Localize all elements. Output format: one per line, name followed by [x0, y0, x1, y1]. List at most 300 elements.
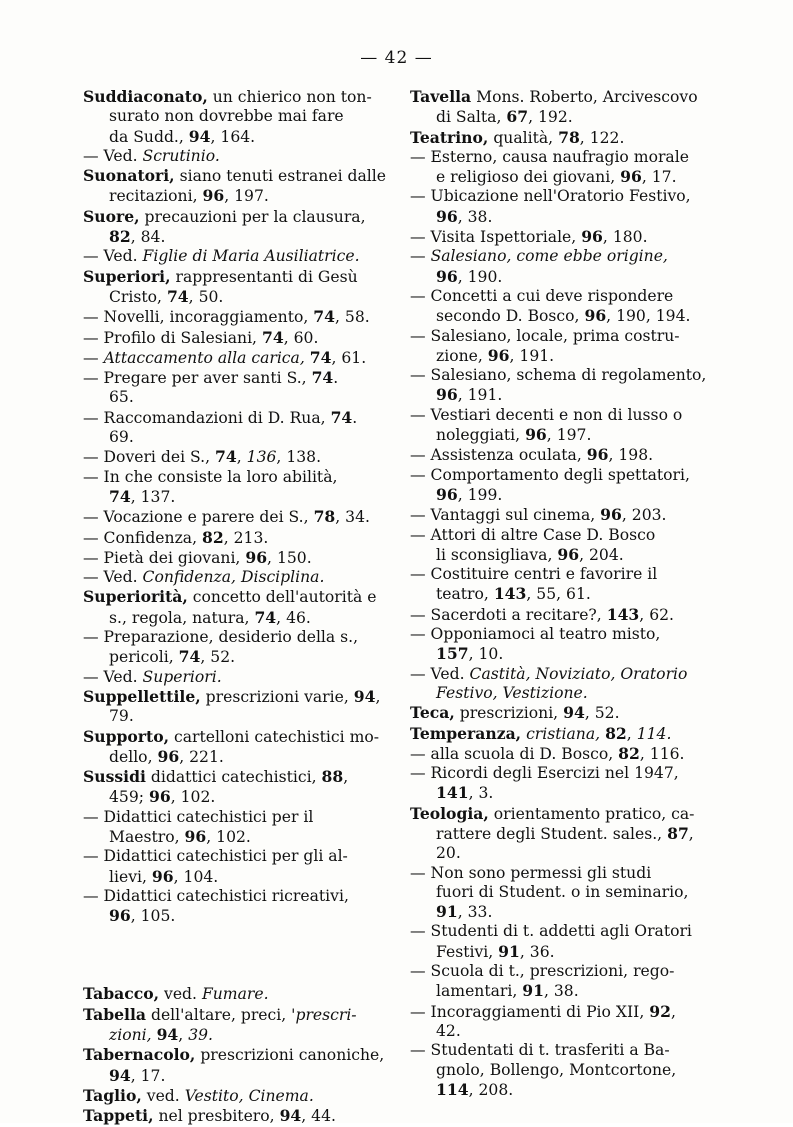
entry-line	[410, 466, 710, 485]
entry-continuation-line	[410, 306, 710, 326]
entry-line	[410, 764, 710, 783]
bold-text: Superiori,	[83, 266, 171, 286]
bold-text: 96	[525, 425, 547, 445]
entry-line	[83, 767, 377, 787]
entry-continuation-line	[410, 1022, 710, 1041]
entry-text: lamentari,	[436, 982, 523, 1001]
index-entry	[410, 526, 710, 566]
entry-continuation-line	[410, 902, 710, 922]
bold-text: Taglio,	[83, 1085, 142, 1105]
bold-text: 96	[436, 206, 458, 226]
entry-continuation-line	[410, 942, 710, 962]
index-entry	[83, 368, 377, 408]
entry-line	[410, 526, 710, 545]
entry-text: — Ved.	[83, 568, 143, 587]
bold-text: Suonatori,	[83, 166, 175, 186]
entry-text: , 164.	[210, 127, 256, 146]
index-entry	[410, 287, 710, 327]
index-entry	[410, 703, 710, 723]
entry-text: — Ved.	[83, 667, 143, 686]
index-entry	[410, 406, 710, 446]
index-entry	[83, 628, 377, 668]
entry-text: — Ved.	[83, 247, 143, 266]
entry-text: ,	[343, 768, 349, 787]
entry-line	[410, 327, 710, 346]
index-entry	[410, 565, 710, 605]
italic-text: Castità, Noviziato, Oratorio	[469, 664, 688, 683]
italic-text: prescri-	[295, 1005, 357, 1024]
entry-continuation-line	[410, 107, 710, 127]
entry-text: , 116.	[639, 744, 685, 763]
index-entry	[83, 207, 377, 248]
entry-text: — alla scuola di D. Bosco,	[410, 744, 619, 763]
bold-text: 96	[184, 826, 207, 846]
entry-text: — Costituire centri e favorire il	[410, 565, 658, 584]
entry-text: concetto dell'autorità e	[187, 588, 377, 607]
index-entry	[83, 1086, 377, 1106]
entry-text: , 190.	[457, 267, 503, 286]
bold-text: 91	[436, 902, 458, 922]
bold-text: 74	[166, 286, 189, 306]
entry-text: , 52.	[584, 704, 620, 723]
bold-text: Suppellettile,	[83, 686, 201, 706]
bold-text: Superiorità,	[83, 587, 188, 607]
bold-text: 96	[157, 746, 180, 766]
entry-text: 20.	[436, 844, 461, 863]
entry-line	[410, 665, 710, 684]
index-entry	[410, 1002, 710, 1042]
entry-text: , 52.	[200, 648, 236, 667]
entry-line	[410, 445, 710, 465]
entry-continuation-line	[83, 608, 377, 628]
bold-text: 96	[600, 505, 622, 525]
italic-text: 114.	[636, 724, 672, 743]
bold-text: 143	[606, 604, 640, 624]
bold-text: 74	[261, 327, 284, 347]
entry-text: rattere degli Student. sales.,	[436, 824, 668, 843]
entry-text: rappresentanti di Gesù	[170, 267, 358, 286]
entry-text: —	[83, 348, 104, 367]
entry-line	[410, 724, 710, 744]
entry-line	[83, 1106, 377, 1126]
entry-text: dello,	[109, 747, 158, 766]
entry-text: fuori di Student. o in seminario,	[436, 882, 689, 901]
entry-line	[410, 744, 710, 764]
entry-text: ,	[375, 687, 381, 706]
bold-text: 91	[522, 981, 544, 1001]
entry-text: — Esterno, causa naufragio morale	[410, 147, 689, 166]
entry-text: — Scuola di t., prescrizioni, rego-	[410, 962, 675, 981]
entry-text: — Preparazione, desiderio della s.,	[83, 628, 359, 647]
entry-text: recitazioni,	[109, 187, 203, 206]
entry-continuation-line	[83, 287, 377, 307]
index-entry	[83, 267, 377, 308]
entry-line	[83, 1086, 377, 1106]
bold-text: 74	[178, 647, 201, 667]
index-entry	[83, 984, 377, 1004]
index-entry	[83, 686, 381, 727]
entry-text: Festivi,	[436, 942, 499, 961]
entry-continuation-line	[410, 167, 710, 187]
entry-line	[410, 148, 710, 167]
entry-text: ,	[670, 1002, 676, 1021]
entry-continuation-line	[410, 346, 710, 366]
entry-text: li sconsigliava,	[436, 545, 558, 564]
index-entry	[83, 726, 380, 768]
index-entry	[83, 307, 377, 327]
entry-text: — In che consiste la loro abilità,	[83, 467, 338, 486]
entry-text: — Attori di altre Case D. Bosco	[410, 525, 656, 544]
bold-text: 88	[321, 767, 344, 787]
entry-text: — Salesiano, locale, prima costru-	[410, 326, 680, 345]
entry-text: , 197.	[546, 426, 592, 445]
entry-text: , 191.	[509, 346, 555, 365]
entry-continuation-line	[410, 267, 710, 287]
index-entry	[410, 804, 710, 864]
index-entry	[410, 665, 710, 704]
italic-text: Figlie di Maria Ausiliatrice.	[142, 247, 360, 266]
bold-text: 96	[109, 906, 131, 926]
entry-text: s., regola, natura,	[109, 608, 255, 627]
entry-text: — Ved.	[410, 664, 470, 683]
bold-text: 91	[498, 941, 520, 961]
entry-text: —	[410, 247, 431, 266]
bold-text: Suore,	[83, 206, 140, 226]
entry-text: — Opponiamoci al teatro misto,	[410, 625, 661, 644]
bold-text: 74	[309, 347, 332, 367]
entry-text: — Vestiari decenti e non di lusso o	[410, 405, 683, 424]
entry-text: Maestro,	[109, 827, 185, 846]
entry-continuation-line	[410, 385, 710, 405]
entry-line	[410, 962, 710, 981]
entry-text: da Sudd.,	[109, 127, 189, 146]
entry-text: , 17.	[641, 168, 677, 187]
bold-text: 82	[109, 227, 131, 247]
entry-text: secondo D. Bosco,	[436, 307, 585, 326]
bold-text: 157	[436, 644, 469, 664]
entry-text: , 180.	[602, 228, 648, 247]
bold-text: 74	[254, 607, 277, 627]
entry-continuation-line	[83, 867, 377, 887]
page-number: — 42 —	[360, 48, 433, 68]
bold-text: Tabacco,	[83, 984, 160, 1004]
bold-text: 94	[279, 1106, 302, 1126]
entry-text: ,	[236, 448, 247, 467]
entry-continuation-line	[83, 1025, 377, 1045]
entry-text: ,	[626, 724, 637, 743]
entry-text: , 44.	[301, 1107, 336, 1126]
index-entry	[410, 864, 710, 923]
entry-continuation-line	[410, 783, 710, 803]
entry-text: e religioso dei giovani,	[436, 168, 621, 187]
entry-text: di Salta,	[436, 108, 507, 127]
entry-text: 69.	[109, 428, 134, 447]
entry-line	[83, 887, 377, 906]
index-entry	[83, 808, 377, 848]
index-entry	[83, 408, 377, 448]
index-entry	[410, 366, 710, 406]
entry-continuation-line	[410, 644, 710, 664]
entry-text: surato non dovrebbe mai fare	[109, 107, 344, 126]
entry-text: , 102.	[170, 788, 216, 807]
entry-line	[83, 668, 377, 687]
entry-continuation-line	[83, 127, 377, 147]
entry-continuation-line	[83, 1066, 377, 1086]
entry-text: — Salesiano, schema di regolamento,	[410, 366, 707, 385]
entry-continuation-line	[83, 186, 377, 206]
entry-text: 459;	[109, 788, 149, 807]
entry-text: Mons. Roberto, Arcivescovo	[471, 88, 698, 106]
index-entry	[83, 348, 377, 368]
entry-line	[410, 565, 710, 584]
entry-text: , 60.	[283, 328, 319, 347]
entry-continuation-line	[83, 487, 377, 507]
bold-text: 96	[620, 167, 642, 187]
entry-text: prescrizioni,	[454, 704, 564, 723]
entry-continuation-line	[83, 827, 377, 847]
entry-line	[410, 287, 710, 306]
entry-text: , 190, 194.	[606, 307, 691, 326]
bold-text: 96	[436, 266, 458, 286]
bold-text: 74	[330, 407, 353, 427]
entry-line	[410, 804, 710, 824]
italic-text: Vestito, Cinema.	[184, 1086, 314, 1105]
entry-text: , 50.	[188, 287, 224, 306]
entry-line	[410, 505, 710, 525]
entry-line	[410, 1041, 710, 1060]
entry-text: , 105.	[130, 907, 176, 926]
entry-text: , 208.	[468, 1080, 514, 1099]
entry-line	[83, 1045, 385, 1065]
entry-text: pericoli,	[109, 648, 179, 667]
entry-continuation-line	[83, 906, 377, 926]
entry-text: — Raccomandazioni di D. Rua,	[83, 408, 331, 427]
index-column-right	[410, 87, 710, 1100]
entry-text: , 150.	[267, 548, 312, 567]
bold-text: 87	[667, 823, 689, 843]
italic-text: 39.	[188, 1026, 213, 1045]
entry-text: , 17.	[130, 1066, 166, 1085]
entry-text: — Vocazione e parere dei S.,	[83, 508, 314, 527]
entry-text: , 204.	[579, 545, 624, 564]
index-entry	[83, 767, 377, 808]
entry-line	[83, 984, 377, 1004]
entry-text: 79.	[109, 707, 134, 726]
bold-text: 78	[313, 507, 336, 527]
entry-line	[410, 922, 710, 941]
entry-text: zione,	[436, 346, 488, 365]
bold-text: Suddiaconato,	[83, 87, 208, 106]
entry-text: noleggiati,	[436, 426, 526, 445]
index-entry	[410, 128, 710, 148]
entry-text: , 46.	[276, 608, 311, 627]
entry-continuation-line	[83, 787, 377, 807]
entry-continuation-line	[83, 747, 377, 767]
entry-text: — Confidenza,	[83, 528, 202, 547]
entry-text: qualità,	[488, 128, 559, 147]
entry-text: , 104.	[173, 867, 219, 886]
bold-text: 82	[605, 723, 627, 743]
entry-text: .	[352, 408, 358, 427]
entry-line	[83, 548, 377, 568]
entry-continuation-line	[410, 584, 710, 604]
entry-text: dell'altare, preci, '	[146, 1005, 296, 1024]
bold-text: 96	[202, 186, 225, 206]
entry-text: 65.	[109, 388, 134, 407]
index-entry	[83, 87, 377, 147]
entry-line	[83, 468, 377, 487]
entry-text: , 122.	[579, 128, 625, 147]
bold-text: 114	[436, 1079, 469, 1099]
entry-line	[83, 587, 377, 607]
entry-text: precauzioni per la clausura,	[139, 207, 366, 226]
index-entry	[83, 507, 377, 527]
entry-line	[83, 368, 377, 388]
italic-text: Festivo, Vestizione.	[436, 683, 588, 702]
entry-text: ,	[178, 1026, 189, 1045]
entry-text: — Non sono permessi gli studi	[410, 863, 652, 882]
bold-text: 141	[436, 783, 469, 803]
entry-text: — Didattici catechistici per il	[83, 807, 314, 826]
entry-line	[83, 408, 377, 428]
italic-text: Confidenza, Disciplina.	[142, 568, 325, 587]
bold-text: 96	[436, 385, 458, 405]
entry-text: 42.	[436, 1021, 461, 1040]
entry-line	[410, 605, 710, 625]
index-entry	[410, 605, 710, 625]
index-entry	[83, 447, 377, 467]
bold-text: 96	[436, 484, 458, 504]
entry-line	[83, 686, 381, 707]
entry-continuation-line	[410, 844, 710, 863]
entry-text: , 61.	[331, 348, 367, 367]
entry-text: prescrizioni varie,	[200, 687, 354, 706]
index-entry	[83, 887, 377, 927]
entry-text: , 191.	[457, 386, 503, 405]
index-entry	[410, 744, 710, 764]
entry-line	[83, 808, 377, 827]
entry-text: .	[333, 369, 339, 388]
entry-continuation-line	[410, 545, 710, 565]
entry-text: — Doveri dei S.,	[83, 448, 216, 467]
entry-text: — Didattici catechistici ricreativi,	[83, 886, 349, 905]
bold-text: Tavella	[410, 87, 472, 106]
entry-text: , 192.	[528, 108, 573, 127]
italic-text: Salesiano, come ebbe origine,	[430, 247, 668, 266]
bold-text: 74	[313, 307, 335, 327]
index-entry	[410, 962, 710, 1002]
entry-line	[83, 166, 386, 186]
entry-text: , 102.	[206, 827, 251, 846]
entry-text: — Visita Ispettoriale,	[410, 228, 582, 247]
bold-text: 74	[311, 368, 334, 388]
entry-text: , 198.	[608, 446, 654, 465]
entry-text: — Ubicazione nell'Oratorio Festivo,	[410, 187, 691, 206]
entry-continuation-line	[83, 388, 377, 407]
entry-continuation-line	[410, 1080, 710, 1100]
entry-continuation-line	[410, 883, 710, 902]
index-entry	[83, 147, 377, 166]
bold-text: Tabernacolo,	[83, 1045, 196, 1065]
entry-text: , 34.	[335, 508, 370, 527]
entry-text: ved.	[159, 985, 202, 1004]
bold-text: Temperanza,	[410, 723, 522, 743]
entry-text: ved.	[141, 1086, 185, 1105]
entry-line	[83, 267, 377, 287]
index-entry	[410, 247, 710, 287]
section-gap	[83, 926, 377, 984]
entry-line	[410, 1002, 710, 1022]
entry-text: siano tenuti estranei dalle	[174, 167, 386, 186]
entry-text: — Assistenza oculata,	[410, 446, 587, 465]
index-entry	[83, 1005, 377, 1046]
entry-text: , 137.	[130, 487, 176, 506]
entry-text: — Novelli, incoraggiamento,	[83, 308, 314, 327]
italic-text: zioni,	[109, 1026, 152, 1045]
italic-text: Superiori.	[142, 667, 222, 686]
index-entry	[410, 148, 710, 188]
index-entry	[410, 922, 710, 962]
entry-text: , 36.	[519, 942, 555, 961]
bold-text: 96	[151, 866, 174, 886]
entry-line	[410, 864, 710, 883]
index-entry	[410, 227, 710, 247]
index-entry	[83, 528, 377, 548]
entry-continuation-line	[410, 425, 710, 445]
entry-line	[83, 247, 377, 266]
bold-text: 94	[563, 703, 585, 723]
bold-text: 74	[109, 486, 131, 506]
entry-text: , 138.	[276, 448, 322, 467]
index-entry	[83, 1045, 385, 1086]
entry-line	[83, 507, 377, 527]
entry-continuation-line	[410, 981, 710, 1001]
bold-text: Teca,	[410, 703, 455, 723]
entry-continuation-line	[83, 227, 377, 247]
entry-text: , 199.	[457, 485, 503, 504]
entry-text: didattici catechistici,	[145, 768, 322, 787]
entry-continuation-line	[410, 824, 710, 844]
entry-line	[83, 328, 377, 348]
entry-line	[83, 628, 377, 647]
entry-line	[410, 625, 710, 644]
entry-text: , 197.	[224, 187, 269, 206]
index-entry	[83, 468, 377, 508]
entry-line	[410, 128, 710, 148]
entry-text: ,	[688, 824, 694, 843]
bold-text: 92	[649, 1001, 671, 1021]
index-entry	[83, 587, 377, 628]
entry-text: — Profilo di Salesiani,	[83, 328, 262, 347]
bold-text: 67	[506, 107, 529, 127]
bold-text: 94	[353, 686, 376, 706]
entry-line	[410, 703, 710, 723]
entry-line	[83, 307, 377, 327]
index-entry	[410, 764, 710, 804]
index-entry	[83, 247, 377, 266]
bold-text: 82	[202, 527, 224, 547]
entry-text: , 62.	[639, 605, 674, 624]
entry-line	[83, 147, 377, 166]
entry-text: lievi,	[109, 867, 152, 886]
bold-text: 96	[557, 544, 580, 564]
entry-continuation-line	[410, 1061, 710, 1080]
bold-text: Supporto,	[83, 726, 170, 746]
entry-line	[83, 447, 377, 467]
bold-text: 96	[148, 787, 171, 807]
entry-continuation-line	[410, 684, 710, 703]
entry-continuation-line	[410, 485, 710, 505]
